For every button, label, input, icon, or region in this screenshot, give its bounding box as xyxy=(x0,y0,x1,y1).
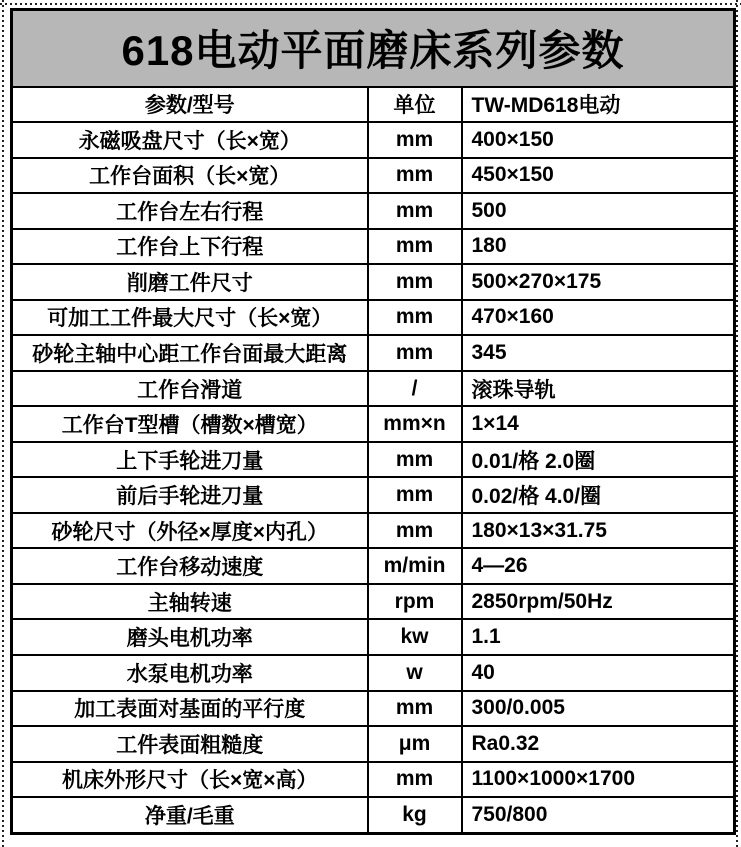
unit-cell: rpm xyxy=(368,584,462,620)
value-cell: 450×150 xyxy=(462,158,735,194)
table-row xyxy=(12,548,735,584)
page-title: 618电动平面磨床系列参数 xyxy=(12,10,735,87)
param-cell: 磨头电机功率 xyxy=(12,619,368,655)
table-row xyxy=(12,691,735,727)
unit-cell: mm xyxy=(368,264,462,300)
param-cell: 削磨工件尺寸 xyxy=(12,264,368,300)
param-cell: 净重/毛重 xyxy=(12,797,368,833)
value-cell: 40 xyxy=(462,655,735,691)
table-row xyxy=(12,371,735,407)
param-cell: 水泵电机功率 xyxy=(12,655,368,691)
table-row xyxy=(12,158,735,194)
table-row xyxy=(12,300,735,336)
table-row xyxy=(12,477,735,513)
table-row xyxy=(12,264,735,300)
spec-table xyxy=(10,8,736,835)
param-cell: 砂轮主轴中心距工作台面最大距离 xyxy=(12,335,368,371)
unit-cell: μm xyxy=(368,726,462,762)
param-cell: 上下手轮进刀量 xyxy=(12,442,368,478)
table-row xyxy=(12,335,735,371)
table-row xyxy=(12,513,735,549)
unit-cell: mm xyxy=(368,158,462,194)
param-cell: 工作台左右行程 xyxy=(12,193,368,229)
param-cell: 工作台移动速度 xyxy=(12,548,368,584)
param-cell: 前后手轮进刀量 xyxy=(12,477,368,513)
table-row xyxy=(12,406,735,442)
table-row xyxy=(12,442,735,478)
value-cell: 400×150 xyxy=(462,122,735,158)
value-cell: 500×270×175 xyxy=(462,264,735,300)
table-row xyxy=(12,797,735,833)
table-title-row xyxy=(12,10,735,87)
unit-cell: mm xyxy=(368,335,462,371)
value-cell: 750/800 xyxy=(462,797,735,833)
param-cell: 加工表面对基面的平行度 xyxy=(12,691,368,727)
page-break-guide-right xyxy=(736,0,738,847)
value-cell: 1.1 xyxy=(462,619,735,655)
value-cell: 0.02/格 4.0/圈 xyxy=(462,477,735,513)
value-cell: 500 xyxy=(462,193,735,229)
unit-cell: mm xyxy=(368,442,462,478)
param-cell: 工作台面积（长×宽） xyxy=(12,158,368,194)
table-row xyxy=(12,229,735,265)
col-header-unit: 单位 xyxy=(368,87,462,123)
param-cell: 工作台滑道 xyxy=(12,371,368,407)
unit-cell: mm xyxy=(368,691,462,727)
column-header-row xyxy=(12,87,735,123)
unit-cell: w xyxy=(368,655,462,691)
table-row xyxy=(12,584,735,620)
unit-cell: mm xyxy=(368,762,462,798)
page-break-guide-top xyxy=(0,3,741,5)
unit-cell: mm xyxy=(368,229,462,265)
table-row xyxy=(12,655,735,691)
unit-cell: kg xyxy=(368,797,462,833)
value-cell: 180 xyxy=(462,229,735,265)
value-cell: 1×14 xyxy=(462,406,735,442)
unit-cell: mm xyxy=(368,300,462,336)
unit-cell: / xyxy=(368,371,462,407)
value-cell: 180×13×31.75 xyxy=(462,513,735,549)
value-cell: Ra0.32 xyxy=(462,726,735,762)
value-cell: 0.01/格 2.0圈 xyxy=(462,442,735,478)
param-cell: 永磁吸盘尺寸（长×宽） xyxy=(12,122,368,158)
param-cell: 工作台上下行程 xyxy=(12,229,368,265)
unit-cell: m/min xyxy=(368,548,462,584)
table-row xyxy=(12,762,735,798)
unit-cell: mm xyxy=(368,193,462,229)
unit-cell: kw xyxy=(368,619,462,655)
param-cell: 机床外形尺寸（长×宽×高） xyxy=(12,762,368,798)
param-cell: 工件表面粗糙度 xyxy=(12,726,368,762)
param-cell: 砂轮尺寸（外径×厚度×内孔） xyxy=(12,513,368,549)
unit-cell: mm xyxy=(368,513,462,549)
page-break-guide-left xyxy=(2,0,4,847)
value-cell: 345 xyxy=(462,335,735,371)
value-cell: 2850rpm/50Hz xyxy=(462,584,735,620)
table-row xyxy=(12,193,735,229)
col-header-model: TW-MD618电动 xyxy=(462,87,735,123)
unit-cell: mm xyxy=(368,122,462,158)
param-cell: 可加工工件最大尺寸（长×宽） xyxy=(12,300,368,336)
table-row xyxy=(12,122,735,158)
col-header-parameter: 参数/型号 xyxy=(12,87,368,123)
value-cell: 1100×1000×1700 xyxy=(462,762,735,798)
value-cell: 滚珠导轨 xyxy=(462,371,735,407)
value-cell: 470×160 xyxy=(462,300,735,336)
table-row xyxy=(12,726,735,762)
table-row xyxy=(12,619,735,655)
value-cell: 300/0.005 xyxy=(462,691,735,727)
param-cell: 工作台T型槽（槽数×槽宽） xyxy=(12,406,368,442)
unit-cell: mm xyxy=(368,477,462,513)
value-cell: 4—26 xyxy=(462,548,735,584)
unit-cell: mm×n xyxy=(368,406,462,442)
param-cell: 主轴转速 xyxy=(12,584,368,620)
